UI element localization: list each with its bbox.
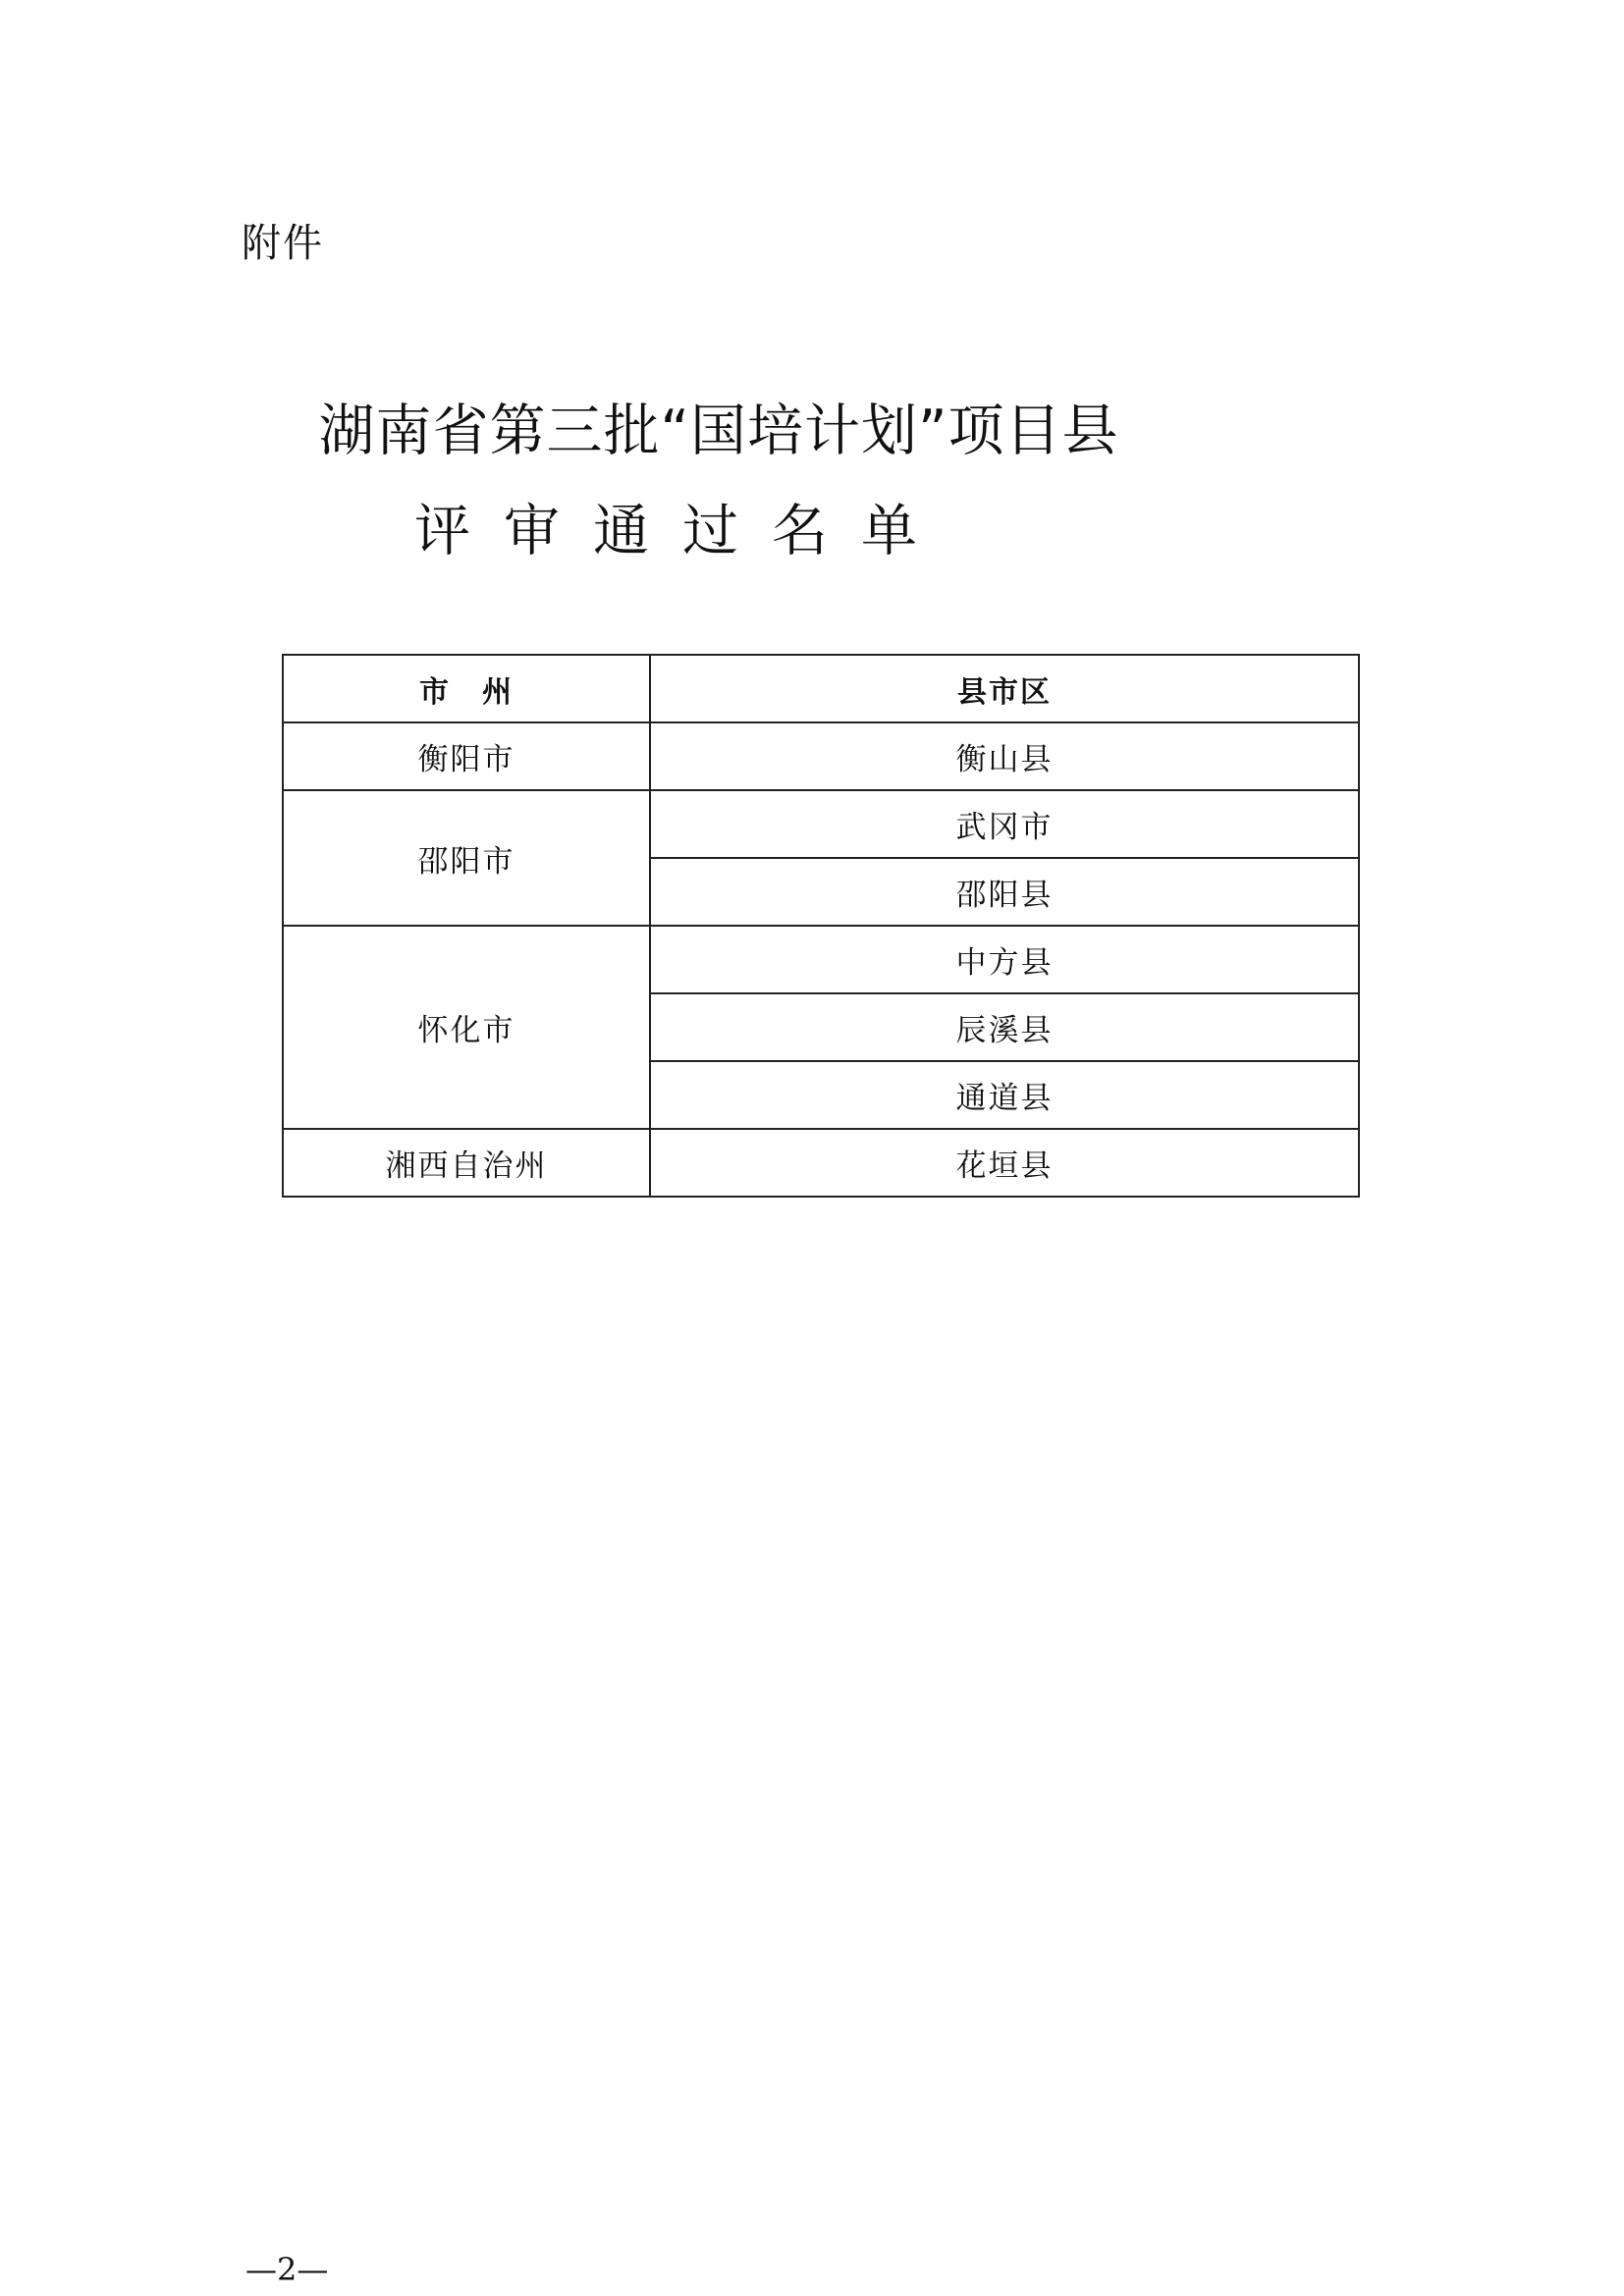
city-cell: 邵阳市: [283, 790, 650, 926]
document-subtitle: 评审通过名单: [414, 499, 950, 563]
county-cell: 辰溪县: [650, 993, 1359, 1061]
county-cell: 中方县: [650, 926, 1359, 993]
document-title: 湖南省第三批“国培计划”项目县: [318, 399, 1119, 463]
table-row: [283, 722, 1359, 790]
header-county: 县市区: [650, 655, 1359, 722]
city-cell: 湘西自治州: [283, 1129, 650, 1197]
page-number: —2—: [245, 2251, 329, 2288]
header-city: 市 州: [283, 655, 650, 722]
table-header-row: [283, 655, 1359, 722]
county-cell: 花垣县: [650, 1129, 1359, 1197]
county-cell: 武冈市: [650, 790, 1359, 858]
county-cell: 通道县: [650, 1061, 1359, 1129]
county-cell: 衡山县: [650, 722, 1359, 790]
attachment-label: 附件: [242, 221, 324, 266]
table-row: [283, 926, 1359, 993]
table-row: [283, 1129, 1359, 1197]
city-cell: 怀化市: [283, 926, 650, 1129]
approved-counties-table: [282, 654, 1360, 1198]
county-cell: 邵阳县: [650, 858, 1359, 926]
city-cell: 衡阳市: [283, 722, 650, 790]
table-row: [283, 790, 1359, 858]
